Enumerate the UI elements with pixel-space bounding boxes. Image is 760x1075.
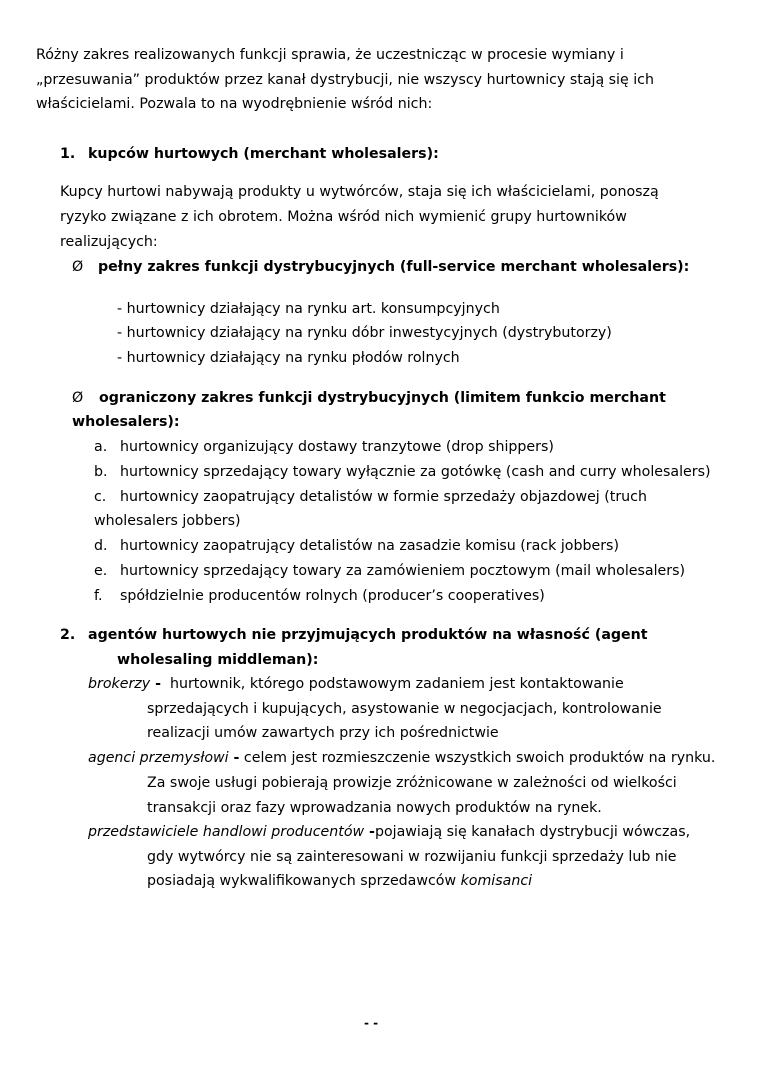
limited-item-text: hurtownicy zaopatrujący detalistów na zasadzie komisu (rack jobbers) [120,538,619,554]
entry-dash: - [364,824,375,840]
limited-item-letter: d. [94,538,108,554]
entry-brokerzy-first-line [88,674,624,694]
entry-last-italic: komisanci [460,873,533,889]
section-2-number: 2. [60,627,76,643]
limited-item-letter: b. [94,464,108,480]
page-number-marker: - - [364,1016,379,1030]
limited-heading-line-1: ograniczony zakres funkcji dystrybucyjnych (limitem funkcio merchant [99,390,666,406]
entry-term: przedstawiciele handlowi producentów [88,824,365,840]
entry-przedstawiciele-line-2: gdy wytwórcy nie są zainteresowani w rozwijaniu funkcji sprzedaży lub nie [147,849,677,865]
limited-item-letter: a. [94,439,108,455]
full-service-item-3: - hurtownicy działający na rynku płodów rolnych [117,350,460,366]
entry-agenci-line-3: transakcji oraz fazy wprowadzania nowych produktów na rynek. [147,800,602,816]
bullet-icon: Ø [72,259,84,275]
section-1-para-line-1: Kupcy hurtowi nabywają produkty u wytwórców, staja się ich właścicielami, ponoszą [60,184,659,200]
entry-dash: - [228,750,240,766]
entry-dash: - [150,676,161,692]
limited-item-continuation: wholesalers jobbers) [94,513,241,529]
limited-item-letter: c. [94,489,107,505]
limited-item-text: hurtownicy zaopatrujący detalistów w formie sprzedaży objazdowej (truch [120,489,647,505]
limited-item-letter: f. [94,588,103,604]
entry-brokerzy-line-2: sprzedających i kupujących, asystowanie w negocjacjach, kontrolowanie [147,701,662,717]
entry-agenci-first-line [88,748,715,768]
full-service-item-1: - hurtownicy działający na rynku art. konsumpcyjnych [117,301,500,317]
section-1-heading: kupców hurtowych (merchant wholesalers): [88,146,439,162]
limited-item-text: hurtownicy sprzedający towary wyłącznie za gotówkę (cash and curry wholesalers) [120,464,711,480]
intro-line-1: Różny zakres realizowanych funkcji sprawia, że uczestnicząc w procesie wymiany i [36,47,624,63]
entry-text: celem jest rozmieszczenie wszystkich swoich produktów na rynku. [239,750,716,766]
entry-text: pojawiają się kanałach dystrybucji wówczas, [374,824,691,840]
entry-term: brokerzy [88,676,151,692]
full-service-heading: pełny zakres funkcji dystrybucyjnych (full-service merchant wholesalers): [98,259,690,275]
limited-item-text: spółdzielnie producentów rolnych (producer’s cooperatives) [120,588,545,604]
section-2-heading-line-1: agentów hurtowych nie przyjmujących produktów na własność (agent [88,627,648,643]
entry-last-plain: posiadają wykwalifikowanych sprzedawców [147,873,461,889]
section-2-heading-line-2: wholesaling middleman): [117,652,319,668]
intro-line-3: właścicielami. Pozwala to na wyodrębnienie wśród nich: [36,96,433,112]
entry-term: agenci przemysłowi [88,750,229,766]
limited-item-letter: e. [94,563,108,579]
entry-brokerzy-line-3: realizacji umów zawartych przy ich pośrednictwie [147,725,499,741]
section-1-number: 1. [60,146,76,162]
section-1-para-line-3: realizujących: [60,234,158,250]
limited-item-text: hurtownicy organizujący dostawy tranzytowe (drop shippers) [120,439,554,455]
entry-agenci-line-2: Za swoje usługi pobierają prowizje zróżnicowane w zależności od wielkości [147,775,677,791]
entry-przedstawiciele-first-line [88,822,690,842]
limited-item-text: hurtownicy sprzedający towary za zamówieniem pocztowym (mail wholesalers) [120,563,685,579]
section-1-para-line-2: ryzyko związane z ich obrotem. Można wśród nich wymienić grupy hurtowników [60,209,627,225]
intro-line-2: „przesuwania” produktów przez kanał dystrybucji, nie wszyscy hurtownicy stają się ich [36,72,654,88]
entry-text: hurtownik, którego podstawowym zadaniem jest kontaktowanie [160,676,624,692]
full-service-item-2: - hurtownicy działający na rynku dóbr inwestycyjnych (dystrybutorzy) [117,325,612,341]
limited-heading-line-2: wholesalers): [72,414,180,430]
bullet-icon: Ø [72,390,84,406]
entry-przedstawiciele-line-3 [147,871,532,891]
